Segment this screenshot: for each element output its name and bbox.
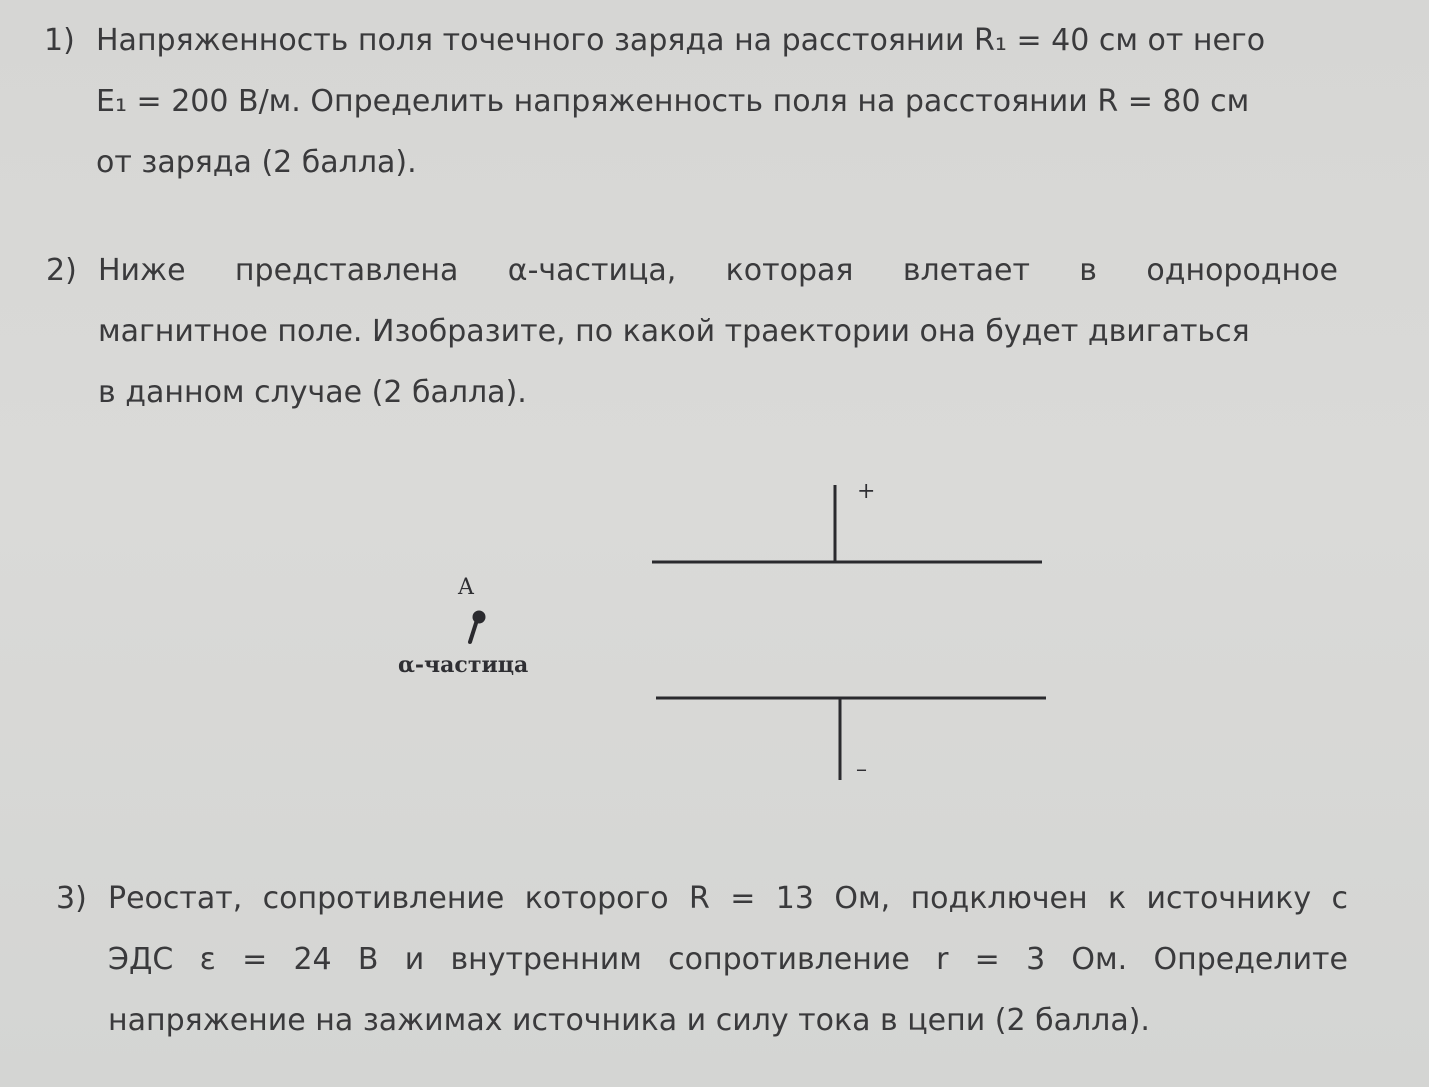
problem-1-line-2: E₁ = 200 В/м. Определить напряженность поля на расстоянии R = 80 см (96, 84, 1250, 119)
problem-1 (44, 10, 1336, 193)
problem-2 (46, 240, 1338, 423)
problem-1-line-1: Напряженность поля точечного заряда на расстоянии R₁ = 40 см от него (96, 23, 1266, 58)
problem-1-line-3: от заряда (2 балла). (96, 145, 417, 180)
problem-1-number: 1) (44, 23, 75, 58)
problem-3-line-1: Реостат, сопротивление которого R = 13 Ом, подключен к источнику с (108, 881, 1348, 916)
problem-2-line-2: магнитное поле. Изобразите, по какой траектории она будет двигаться (98, 314, 1250, 349)
problem-2-line-3: в данном случае (2 балла). (98, 375, 527, 410)
problem-3 (56, 868, 1348, 1051)
problem-3-line-3: напряжение на зажимах источника и силу тока в цепи (2 балла). (108, 1003, 1150, 1038)
problem-3-line-2: ЭДС ε = 24 В и внутренним сопротивление r = 3 Ом. Определите (108, 942, 1348, 977)
plus-sign: + (857, 479, 876, 504)
point-label-a: A (458, 575, 474, 600)
problem-2-line-1: Ниже представлена α-частица, которая влетает в однородное (98, 253, 1338, 288)
capacitor-diagram (380, 460, 1080, 800)
alpha-particle-arrow (470, 620, 477, 642)
problem-3-number: 3) (56, 881, 87, 916)
alpha-particle-label: α-частица (398, 652, 529, 678)
minus-sign: – (856, 757, 867, 782)
problem-2-number: 2) (46, 253, 77, 288)
